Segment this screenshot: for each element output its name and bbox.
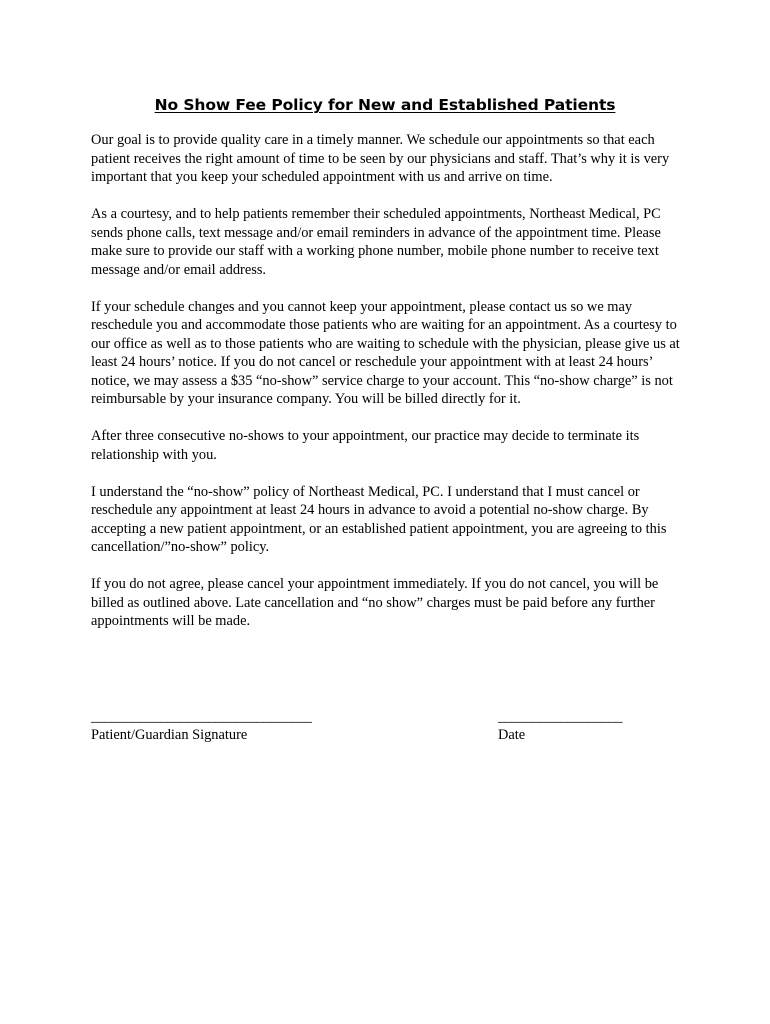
document-body	[91, 131, 681, 649]
signature-block	[91, 708, 312, 744]
date-line[interactable]: __________________	[498, 709, 623, 725]
date-block	[498, 708, 622, 744]
signature-row	[0, 708, 770, 748]
date-label: Date	[498, 727, 526, 743]
paragraph-goal: Our goal is to provide quality care in a timely manner. We schedule our appointments so that each patient receives the right amount of time to be seen by our physicians and staff. That’s why it is very important that you keep your scheduled appointment with us and arrive on time.	[91, 132, 670, 185]
paragraph-acknowledgement: I understand the “no-show” policy of Northeast Medical, PC. I understand that I must cancel or reschedule any appointment at least 24 hours in advance to avoid a potential no-show charge. By accepting a new patient appointment, or an established patient appointment, you are agreeing to this cancellation/”no-show” policy.	[91, 483, 667, 555]
paragraph-disagreement: If you do not agree, please cancel your appointment immediately. If you do not cancel, you will be billed as outlined above. Late cancellation and “no show” charges must be paid before any further appointments will be made.	[91, 576, 659, 629]
paragraph-reminders: As a courtesy, and to help patients remember their scheduled appointments, Northeast Medical, PC sends phone calls, text message and/or email reminders in advance of the appointment time. Please make sure to provide our staff with a working phone number, mobile phone number to receive text message and/or email address.	[91, 206, 661, 278]
document-title: No Show Fee Policy for New and Established Patients	[154, 96, 616, 114]
paragraph-cancellation: If your schedule changes and you cannot keep your appointment, please contact us so we may reschedule you and accommodate those patients who are waiting for an appointment. As a courtesy to our office as well as to those patients who are waiting to schedule with the physician, please give us at least 24 hours’ notice. If you do not cancel or reschedule your appointment with at least 24 hours’ notice, we may assess a $35 “no-show” service charge to your account. This “no-show charge” is not reimbursable by your insurance company. You will be billed directly for it.	[91, 298, 680, 407]
paragraph-termination: After three consecutive no-shows to your appointment, our practice may decide to terminate its relationship with you.	[91, 428, 640, 463]
signature-line[interactable]: ________________________________	[91, 709, 312, 725]
signature-label: Patient/Guardian Signature	[91, 727, 248, 743]
